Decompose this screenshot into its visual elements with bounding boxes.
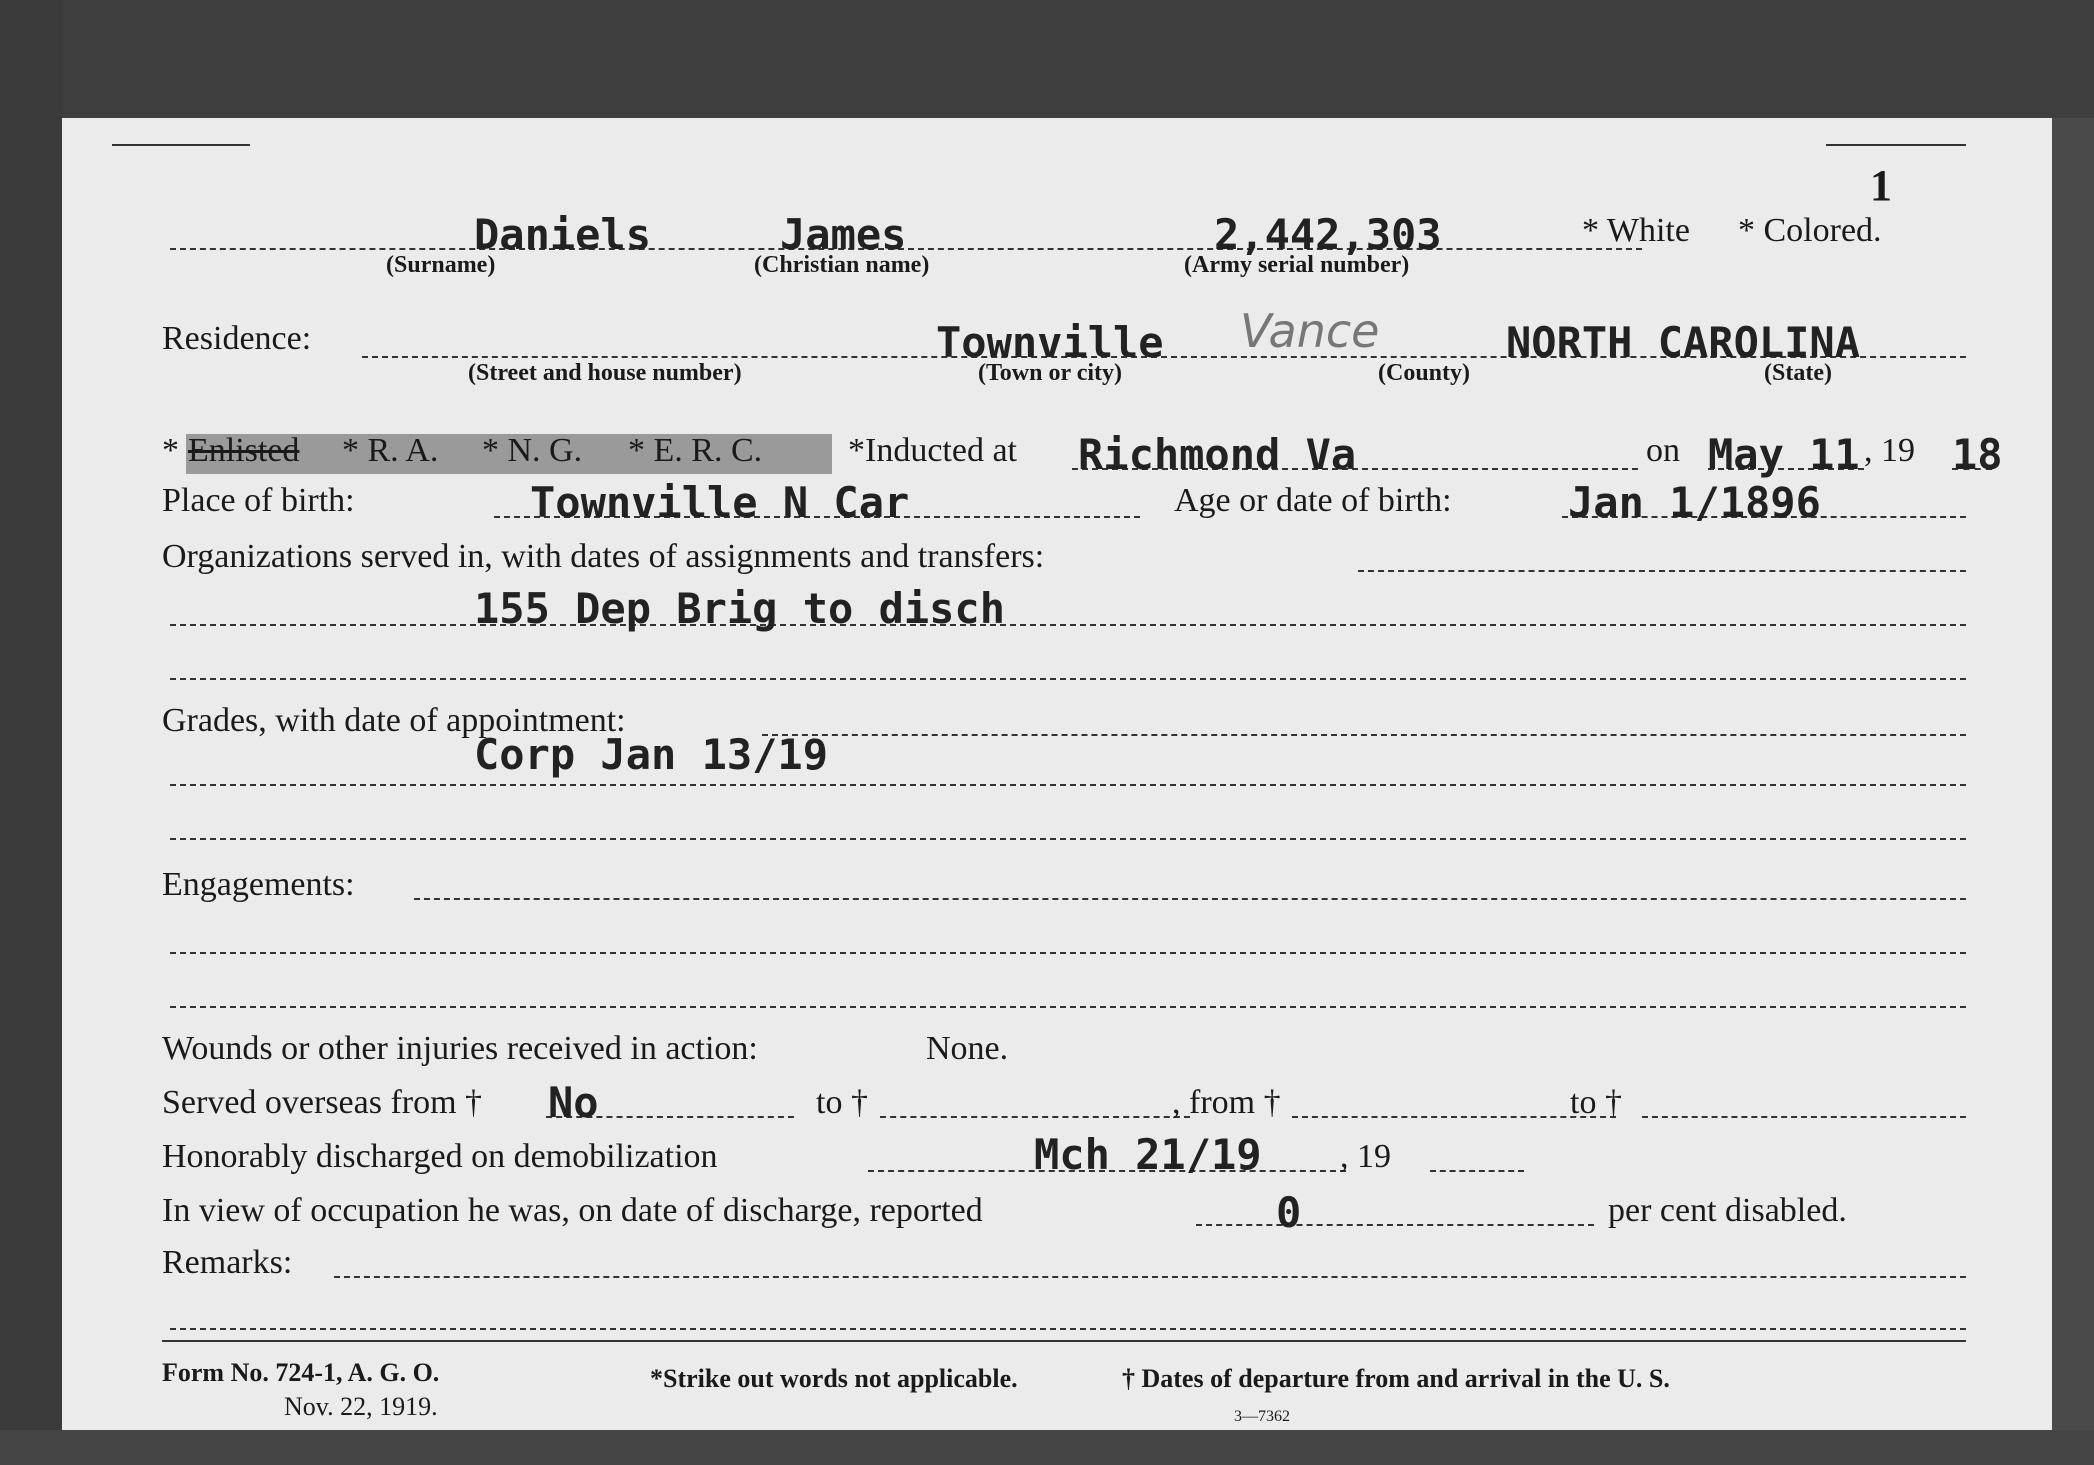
disabled-value: 0 (1276, 1188, 1302, 1237)
discharged-label: Honorably discharged on demobilization (162, 1138, 718, 1175)
year-prefix: , 19 (1864, 432, 1915, 469)
discharged-year-line (1430, 1170, 1524, 1172)
grades-line-3 (170, 838, 1966, 840)
form-date: Nov. 22, 1919. (284, 1392, 438, 1421)
overseas-from2-line (1292, 1116, 1616, 1118)
grades-line-2 (170, 784, 1966, 786)
disabled-line (1196, 1224, 1594, 1226)
wounds-label: Wounds or other injuries received in action: (162, 1030, 758, 1067)
discharged-year-label: , 19 (1340, 1138, 1391, 1175)
organizations-value: 155 Dep Brig to disch (474, 584, 1006, 633)
organizations-label: Organizations served in, with dates of assignments and transfers: (162, 538, 1045, 575)
grades-label: Grades, with date of appointment: (162, 702, 626, 739)
print-code: 3—7362 (1234, 1408, 1290, 1425)
birth-date-value: Jan 1/1896 (1568, 478, 1821, 527)
county-value: Vance (1240, 304, 1380, 358)
state-caption: (State) (1764, 360, 1832, 386)
dark-background-left (0, 0, 62, 1465)
engagements-label: Engagements: (162, 866, 355, 903)
card-number: 1 (1870, 161, 1892, 210)
erc-struck: * E. R. C. (628, 432, 763, 469)
strike-note: *Strike out words not applicable. (650, 1364, 1018, 1393)
grades-line-1 (762, 734, 1966, 736)
wounds-value: None. (926, 1030, 1009, 1067)
christian-name-caption: (Christian name) (754, 252, 930, 278)
asterisk-mark: * (162, 432, 179, 469)
town-caption: (Town or city) (978, 360, 1122, 386)
remarks-line-2 (170, 1328, 1966, 1330)
corner-rule-right (1826, 144, 1966, 146)
footer-rule (162, 1340, 1966, 1342)
christian-name-value: James (780, 210, 907, 259)
inducted-place-value: Richmond Va (1078, 430, 1357, 479)
overseas-from2-label: , from † (1172, 1084, 1281, 1121)
race-white: * White (1582, 212, 1690, 249)
inducted-year-value: 18 (1952, 430, 2003, 479)
enlisted-struck: Enlisted (188, 432, 300, 469)
serial-number-value: 2,442,303 (1214, 210, 1442, 259)
surname-value: Daniels (474, 210, 652, 259)
corner-rule-left (112, 144, 250, 146)
organizations-line-2 (170, 624, 1966, 626)
inducted-at-label: *Inducted at (848, 432, 1017, 469)
dates-note: † Dates of departure from and arrival in the U. S. (1122, 1364, 1670, 1393)
discharged-date-value: Mch 21/19 (1034, 1130, 1262, 1179)
organizations-line-1 (1358, 570, 1966, 572)
service-record-card (62, 118, 2052, 1430)
serial-number-caption: (Army serial number) (1184, 252, 1410, 278)
engagements-line-1 (414, 898, 1966, 900)
occupation-label: In view of occupation he was, on date of discharge, reported (162, 1192, 983, 1229)
overseas-to2-label: to † (1570, 1084, 1622, 1121)
organizations-line-3 (170, 678, 1966, 680)
birth-place-label: Place of birth: (162, 482, 355, 519)
form-number: Form No. 724-1, A. G. O. (162, 1358, 440, 1387)
surname-caption: (Surname) (386, 252, 496, 278)
state-value: NORTH CAROLINA (1506, 318, 1861, 367)
inducted-date-value: May 11 (1708, 430, 1860, 479)
race-colored: * Colored. (1738, 212, 1882, 249)
ng-struck: * N. G. (482, 432, 583, 469)
dark-background-bottom (0, 1430, 2094, 1465)
ra-struck: * R. A. (342, 432, 439, 469)
on-label: on (1646, 432, 1680, 469)
town-value: Townville (936, 318, 1164, 367)
engagements-line-2 (170, 952, 1966, 954)
birth-date-label: Age or date of birth: (1174, 482, 1452, 519)
overseas-to-line (880, 1116, 1190, 1118)
disabled-label: per cent disabled. (1608, 1192, 1847, 1229)
engagements-line-3 (170, 1006, 1966, 1008)
overseas-from-value: No (548, 1078, 599, 1127)
street-caption: (Street and house number) (468, 360, 742, 386)
remarks-line-1 (334, 1276, 1966, 1278)
grades-value: Corp Jan 13/19 (474, 730, 829, 779)
residence-label: Residence: (162, 320, 312, 357)
dark-background-top (0, 0, 2094, 118)
birth-place-value: Townville N Car (530, 478, 910, 527)
overseas-to2-line (1642, 1116, 1966, 1118)
overseas-to-label: to † (816, 1084, 868, 1121)
overseas-from-label: Served overseas from † (162, 1084, 483, 1121)
remarks-label: Remarks: (162, 1244, 293, 1281)
county-caption: (County) (1378, 360, 1471, 386)
